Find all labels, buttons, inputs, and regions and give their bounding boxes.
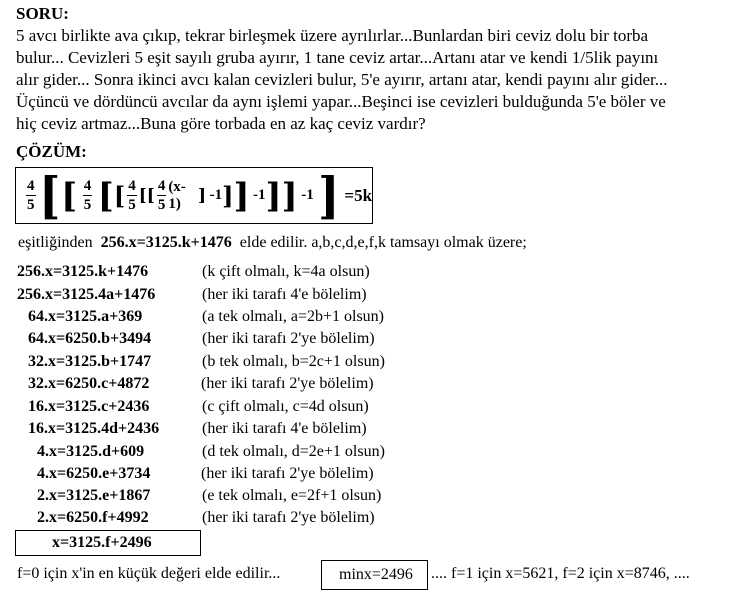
bracket: [	[113, 180, 126, 210]
step-note: (e tek olmalı, e=2f+1 olsun)	[202, 487, 382, 504]
step-note: (b tek olmalı, b=2c+1 olsun)	[202, 353, 385, 370]
derived-prefix: eşitliğinden	[18, 234, 93, 251]
fraction: $\frac{4}{5}$	[157, 177, 166, 213]
question-line-3: alır gider... Sonra ikinci avcı kalan cevizleri bulur, 5'e ayırır, artanı atar, kendi payını alır gider...	[16, 70, 668, 89]
step-note: (her iki tarafı 4'e bölelim)	[202, 286, 367, 303]
formula-box	[15, 167, 373, 224]
formula-rhs: =5k	[344, 185, 373, 205]
bracket: [	[38, 165, 60, 225]
step-note: (a tek olmalı, a=2b+1 olsun)	[202, 308, 385, 325]
derived-suffix: elde edilir. a,b,c,d,e,f,k tamsayı olmak üzere;	[239, 234, 527, 251]
bracket: ]	[265, 175, 282, 216]
result-equation: x=3125.f+2496	[52, 534, 152, 551]
step-equation: 64.x=6250.b+3494	[28, 330, 152, 347]
minus-one: -1	[253, 187, 266, 203]
step-note: (d tek olmalı, d=2e+1 olsun)	[202, 443, 385, 460]
question-line-2: bulur... Cevizleri 5 eşit sayılı gruba ayırır, 1 tane ceviz artar...Artanı atar ve kendi 1/5lik payını	[16, 48, 659, 67]
step-note: (k çift olmalı, k=4a olsun)	[202, 263, 370, 280]
step-equation: 64.x=3125.a+369	[28, 308, 143, 325]
step-equation: 4.x=6250.e+3734	[37, 465, 151, 482]
step-note: (her iki tarafı 2'ye bölelim)	[202, 330, 375, 347]
fraction: $\frac{4}{5}$	[83, 177, 92, 213]
bracket: [	[138, 185, 147, 206]
bracket: [	[146, 185, 155, 206]
bracket: ]	[222, 180, 234, 210]
question-line-5: hiç ceviz artmaz...Buna göre torbada en az kaç ceviz vardır?	[16, 114, 426, 133]
minus-one: -1	[301, 187, 314, 203]
step-equation: 32.x=3125.b+1747	[28, 353, 152, 370]
solution-title: ÇÖZÜM:	[16, 142, 87, 161]
final-suffix: .... f=1 için x=5621, f=2 için x=8746, ....	[431, 565, 690, 582]
nested-formula	[16, 165, 373, 225]
step-note: (her iki tarafı 2'ye bölelim)	[201, 375, 374, 392]
step-equation: 2.x=3125.e+1867	[37, 487, 151, 504]
question-line-1: 5 avcı birlikte ava çıkıp, tekrar birleşmek üzere ayrılırlar...Bunlardan biri ceviz dolu bir torba	[16, 26, 649, 45]
step-equation: 2.x=6250.f+4992	[37, 509, 149, 526]
final-prefix: f=0 için x'in en küçük değeri elde edilir...	[17, 565, 281, 582]
bracket: ]	[318, 165, 340, 225]
step-note: (her iki tarafı 2'ye bölelim)	[202, 509, 375, 526]
min-value: minx=2496	[339, 566, 413, 583]
derived-equation: 256.x=3125.k+1476	[100, 234, 232, 251]
bracket: ]	[198, 185, 207, 206]
step-equation: 16.x=3125.4d+2436	[28, 420, 160, 437]
min-box	[321, 560, 428, 590]
inner-term: (x-1)	[168, 178, 186, 212]
result-box	[15, 530, 201, 556]
step-equation: 16.x=3125.c+2436	[28, 398, 150, 415]
question-line-4: Üçüncü ve dördüncü avcılar da aynı işlemi yapar...Beşinci ise cevizleri bulduğunda 5'e böler ve	[16, 92, 666, 111]
question-title: SORU:	[16, 4, 69, 23]
derived-line	[18, 234, 527, 252]
bracket: ]	[281, 175, 298, 216]
bracket: ]	[233, 175, 250, 216]
fraction: $\frac{4}{5}$	[128, 177, 136, 213]
step-equation: 256.x=3125.k+1476	[17, 263, 149, 280]
bracket: [	[97, 175, 114, 216]
step-note: (her iki tarafı 2'ye bölelim)	[201, 465, 374, 482]
step-equation: 32.x=6250.c+4872	[28, 375, 150, 392]
step-note: (her iki tarafı 4'e bölelim)	[202, 420, 367, 437]
step-note: (c çift olmalı, c=4d olsun)	[202, 398, 369, 415]
bracket: [	[61, 175, 78, 216]
fraction: $\frac{4}{5}$	[27, 177, 35, 213]
step-equation: 4.x=3125.d+609	[37, 443, 145, 460]
step-equation: 256.x=3125.4a+1476	[17, 286, 156, 303]
minus-one: -1	[209, 187, 223, 203]
